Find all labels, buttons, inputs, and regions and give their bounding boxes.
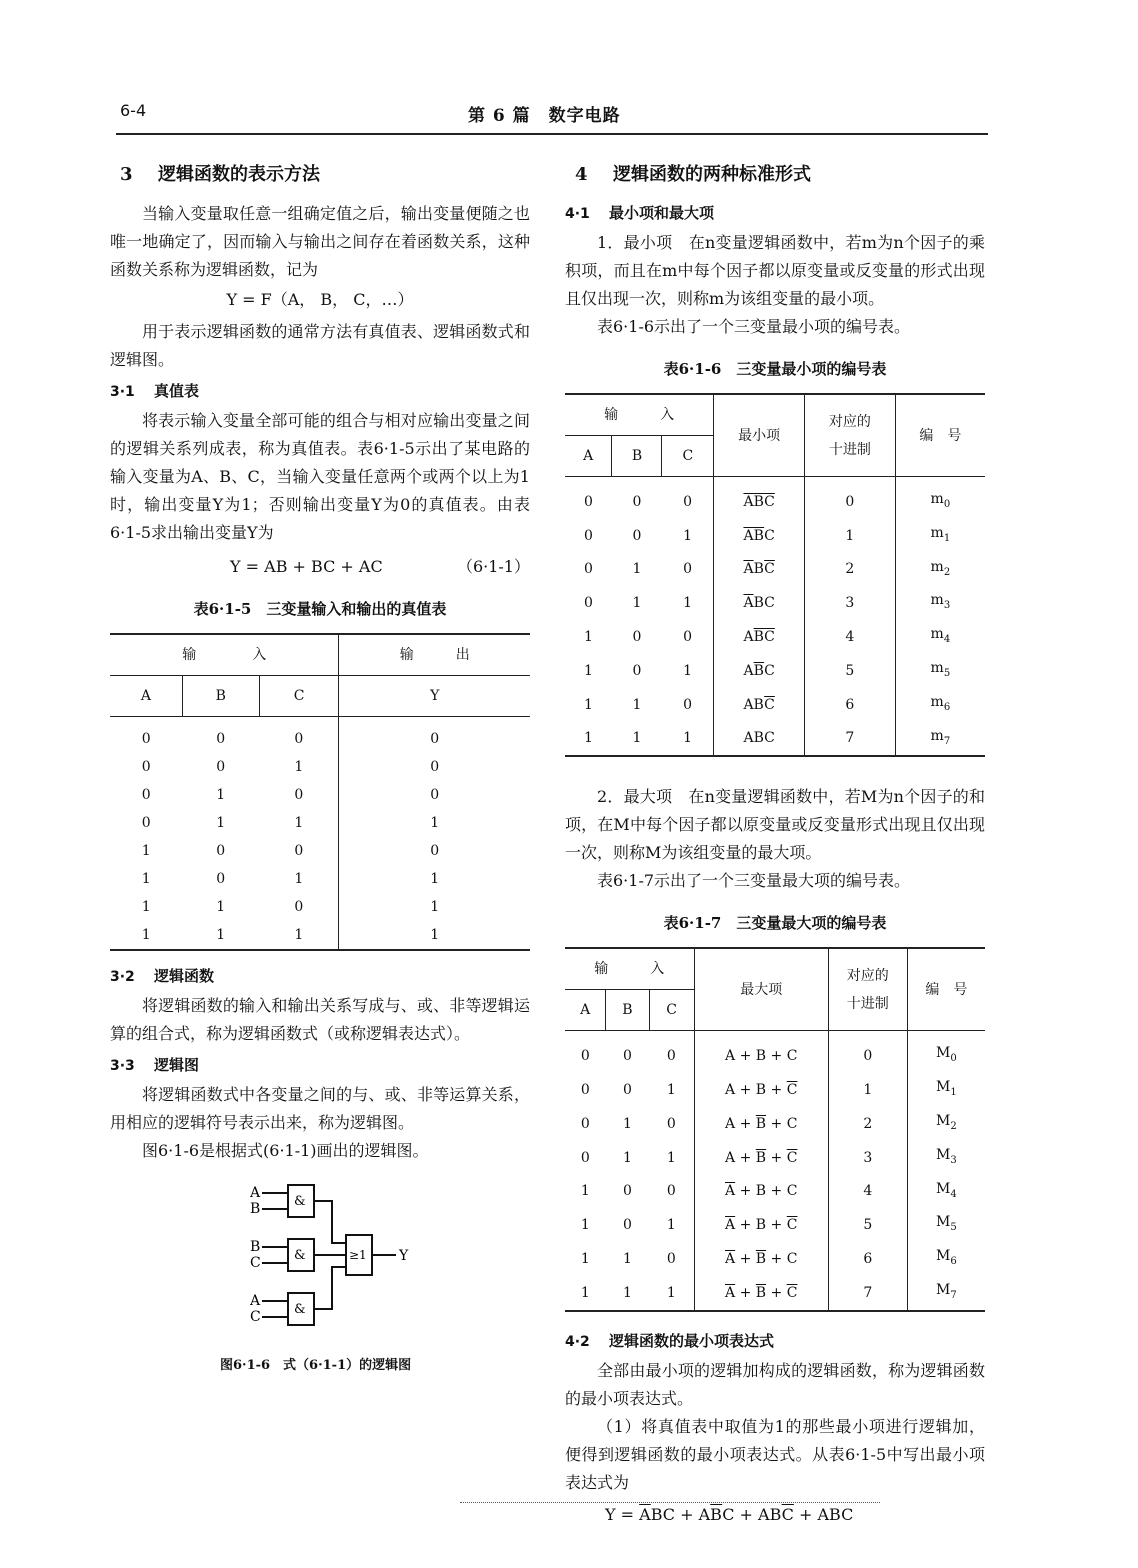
- maxterm-cell: $\overline{A} + \overline{B} + C$: [694, 1242, 828, 1276]
- logic-diagram: [250, 1183, 450, 1333]
- table-row: 0 1 1 $A + \overline{B} + \overline{C}$ 3 $M_3$: [565, 1141, 985, 1175]
- input-label-b: B: [250, 1201, 261, 1217]
- paragraph: 表6·1-7示出了一个三变量最大项的编号表。: [597, 871, 911, 891]
- minterm-cell: $A\overline{B}C$: [714, 654, 805, 688]
- table-row: 0 1 0 $A + \overline{B} + C$ 2 $M_2$: [565, 1107, 985, 1141]
- maxterm-table: 输 入 最大项 对应的 十进制 编 号 A B C 0 0 0 A + B + C 0 $M_0$ 0 0 1 $A + B + \overline{C}$ 1 $M_1$ 0 1 0 $A + \overline{B} + C$ 2 $M_2$ 0 1 1 $A + \overline{B} + \overline{C}$ 3 $M_3$ 1 0 0 $\overline{A} + B + C$ 4 $M_4$ 1 0 1 $\overline{A} + B + \overline{C}$ 5 $M_5$ 1 1 0 $\overline{A} + \overline{B} + C$ 6 $M_6$ 1 1 1 $\overline{A} + \overline{B} + \overline{C}$ 7 $M_7$: [565, 947, 985, 1311]
- term-number: $M_6$: [935, 1248, 957, 1267]
- table-row: 0 0 1 0: [110, 753, 530, 781]
- paragraph: 全部由最小项的逻辑加构成的逻辑函数，称为逻辑函数的最小项表达式。: [565, 1360, 985, 1408]
- table-row: 0 1 1 1: [110, 809, 530, 837]
- table-row: 0 0 1 $\overline{A}\overline{B}C$ 1 $m_1$: [565, 519, 985, 553]
- paragraph: 图6·1-6是根据式(6·1-1)画出的逻辑图。: [142, 1141, 429, 1160]
- maxterm-cell: A + B + C: [694, 1031, 828, 1073]
- header-output: 输 出: [399, 647, 470, 663]
- svg-text:&: &: [294, 1248, 306, 1263]
- paragraph: 将逻辑函数的输入和输出关系写成与、或、非等逻辑运算的组合式，称为逻辑函数式（或称逻辑表达式）。: [110, 996, 530, 1043]
- term-number: $m_3$: [930, 592, 951, 612]
- table-caption: 表6·1-6 三变量最小项的编号表: [663, 360, 887, 378]
- maxterm-cell: $\overline{A} + B + \overline{C}$: [694, 1208, 828, 1242]
- maxterm-cell: $\overline{A} + \overline{B} + \overline{C}$: [694, 1276, 828, 1311]
- header-rule: [116, 133, 988, 135]
- paragraph: 2．最大项 在n变量逻辑函数中，若M为n个因子的和项，在M中每个因子都以原变量或反变量形式出现且仅出现一次，则称M为该组变量的最大项。: [565, 787, 985, 863]
- table-row: 1 1 0 1: [110, 893, 530, 921]
- section-4-heading: 4 逻辑函数的两种标准形式: [575, 164, 811, 185]
- figure-caption: 图6·1-6 式（6·1-1）的逻辑图: [220, 1358, 412, 1373]
- minterm-cell: $AB\overline{C}$: [714, 688, 805, 722]
- input-label-a: A: [250, 1293, 261, 1309]
- paragraph: 当输入变量取任意一组确定值之后，输出变量便随之也唯一地确定了，因而输入与输出之间存在着函数关系，这种函数关系称为逻辑函数，记为: [110, 204, 530, 279]
- term-number: $M_3$: [935, 1146, 957, 1166]
- maxterm-cell: $A + \overline{B} + C$: [694, 1107, 828, 1141]
- term-number: $m_1$: [930, 524, 951, 544]
- maxterm-cell: $A + \overline{B} + \overline{C}$: [694, 1141, 828, 1175]
- paragraph: 1．最小项 在n变量逻辑函数中，若m为n个因子的乘积项，而且在m中每个因子都以原变量或反变量的形式出现且仅出现一次，则称m为该组变量的最小项。: [565, 233, 985, 308]
- header-input: 输 入: [110, 634, 339, 676]
- minterm-cell: $\overline{A}\overline{B}\overline{C}$: [714, 477, 805, 519]
- section-3-heading: 3 逻辑函数的表示方法: [120, 164, 320, 185]
- minterm-expression: $Y = \overline{A}BC + A\overline{B}C + AB\overline{C}$ + ABC: [605, 1504, 854, 1524]
- term-number: $M_1$: [935, 1079, 957, 1098]
- table-row: 1 0 0 $A\overline{B}\overline{C}$ 4 $m_4$: [565, 620, 985, 654]
- paragraph: 表6·1-6示出了一个三变量最小项的编号表。: [597, 317, 911, 336]
- svg-text:&: &: [294, 1302, 306, 1317]
- table-row: 1 0 1 $\overline{A} + B + \overline{C}$ 5 $M_5$: [565, 1208, 985, 1242]
- table-row: 1 0 1 $A\overline{B}C$ 5 $m_5$: [565, 654, 985, 688]
- table-row: 0 0 1 $A + B + \overline{C}$ 1 $M_1$: [565, 1073, 985, 1107]
- table-row: 0 0 0 A + B + C 0 $M_0$: [565, 1031, 985, 1073]
- svg-text:≥1: ≥1: [349, 1248, 367, 1262]
- term-number: $m_7$: [930, 727, 951, 747]
- paragraph: 用于表示逻辑函数的通常方法有真值表、逻辑函数式和逻辑图。: [110, 322, 530, 369]
- output-label-y: Y: [399, 1248, 409, 1264]
- input-label-c: C: [250, 1309, 261, 1325]
- table-row: 0 0 0 $\overline{A}\overline{B}\overline{C}$ 0 $m_0$: [565, 477, 985, 519]
- table-row: 1 1 0 $\overline{A} + \overline{B} + C$ 6 $M_6$: [565, 1242, 985, 1276]
- term-number: $M_2$: [935, 1112, 957, 1132]
- table-row: 1 1 0 $AB\overline{C}$ 6 $m_6$: [565, 688, 985, 722]
- section-4-2-heading: 4·2 逻辑函数的最小项表达式: [565, 1331, 775, 1350]
- table-row: 0 1 0 $\overline{A}B\overline{C}$ 2 $m_2$: [565, 553, 985, 587]
- minterm-cell: $\overline{A}B\overline{C}$: [714, 553, 805, 587]
- truth-table: 输 入 输 出 A B C Y 0 0 0 0 0 0 1 0 0 1 0 0 0 1 1 1 1 0 0 0 1 0 1 1 1 1 0 1 1 1 1 1: [110, 633, 530, 951]
- table-row: 1 0 0 $\overline{A} + B + C$ 4 $M_4$: [565, 1175, 985, 1209]
- table-row: 0 1 0 0: [110, 781, 530, 809]
- section-4-1-heading: 4·1 最小项和最大项: [565, 204, 715, 222]
- maxterm-cell: $\overline{A} + B + C$: [694, 1175, 828, 1209]
- input-label-b: B: [250, 1239, 261, 1255]
- running-title: 第 6 篇 数字电路: [468, 106, 621, 126]
- table-caption: 表6·1-7 三变量最大项的编号表: [663, 914, 887, 933]
- input-label-a: A: [250, 1185, 261, 1201]
- table-row: 1 1 1 $\overline{A} + \overline{B} + \overline{C}$ 7 $M_7$: [565, 1276, 985, 1311]
- table-caption: 表6·1-5 三变量输入和输出的真值表: [193, 600, 447, 618]
- term-number: $m_0$: [930, 491, 951, 510]
- equation-6-1-1: Y = AB + BC + AC （6·1-1）: [230, 557, 530, 576]
- table-row: 0 0 0 0: [110, 717, 530, 754]
- minterm-cell: ABC: [714, 722, 805, 757]
- minterm-table: 输 入 最小项 对应的 十进制 编 号 A B C 0 0 0 $\overline{A}\overline{B}\overline{C}$ 0 $m_0$ 0 0 1 $\overline{A}\overline{B}C$ 1 $m_1$ 0 1 0 $\overline{A}B\overline{C}$ 2 $m_2$ 0 1 1 $\overline{A}BC$ 3 $m_3$ 1 0 0 $A\overline{B}\overline{C}$ 4 $m_4$ 1 0 1 $A\overline{B}C$ 5 $m_5$ 1 1 0 $AB\overline{C}$ 6 $m_6$ 1 1 1 ABC 7 $m_7$: [565, 393, 985, 757]
- term-number: $M_5$: [935, 1214, 957, 1234]
- left-column: [110, 160, 530, 1380]
- page-number: 6-4: [120, 101, 147, 120]
- section-3-1-heading: 3·1 真值表: [110, 382, 200, 400]
- term-number: $M_7$: [935, 1281, 957, 1301]
- term-number: $m_5$: [930, 659, 951, 679]
- right-column: [565, 160, 985, 1533]
- table-row: 1 0 1 1: [110, 865, 530, 893]
- term-number: $m_6$: [930, 693, 951, 713]
- minterm-cell: $\overline{A}\overline{B}C$: [714, 519, 805, 553]
- minterm-cell: $\overline{A}BC$: [714, 586, 805, 620]
- section-3-3-heading: 3·3 逻辑图: [110, 1056, 200, 1074]
- formula-yf: Y = F（A， B， C，…）: [226, 290, 414, 309]
- section-3-2-heading: 3·2 逻辑函数: [110, 967, 215, 985]
- paragraph: 将表示输入变量全部可能的组合与相对应输出变量之间的逻辑关系列成表，称为真值表。表6·1-5示出了某电路的输入变量为A、B、C，当输入变量任意两个或两个以上为1时，输出变量Y为1；否则输出变量Y为0的真值表。由表6·1-5求出输出变量Y为: [110, 411, 530, 542]
- minterm-cell: $A\overline{B}\overline{C}$: [714, 620, 805, 654]
- paragraph: 将逻辑函数式中各变量之间的与、或、非等运算关系，用相应的逻辑符号表示出来，称为逻辑图。: [110, 1085, 530, 1132]
- term-number: $M_4$: [935, 1180, 957, 1200]
- table-row: 1 1 1 ABC 7 $m_7$: [565, 722, 985, 757]
- maxterm-cell: $A + B + \overline{C}$: [694, 1073, 828, 1107]
- term-number: $m_2$: [930, 558, 951, 578]
- term-number: $M_0$: [935, 1045, 957, 1065]
- paragraph: （1）将真值表中取值为1的那些最小项进行逻辑加，便得到逻辑函数的最小项表达式。从表6·1-5中写出最小项表达式为: [565, 1416, 985, 1492]
- svg-text:&: &: [294, 1194, 306, 1209]
- table-row: 0 1 1 $\overline{A}BC$ 3 $m_3$: [565, 586, 985, 620]
- table-row: 1 1 1 1: [110, 921, 530, 950]
- footer-rule: [460, 1502, 880, 1503]
- table-row: 1 0 0 0: [110, 837, 530, 865]
- input-label-c: C: [250, 1255, 261, 1271]
- term-number: $m_4$: [930, 626, 951, 645]
